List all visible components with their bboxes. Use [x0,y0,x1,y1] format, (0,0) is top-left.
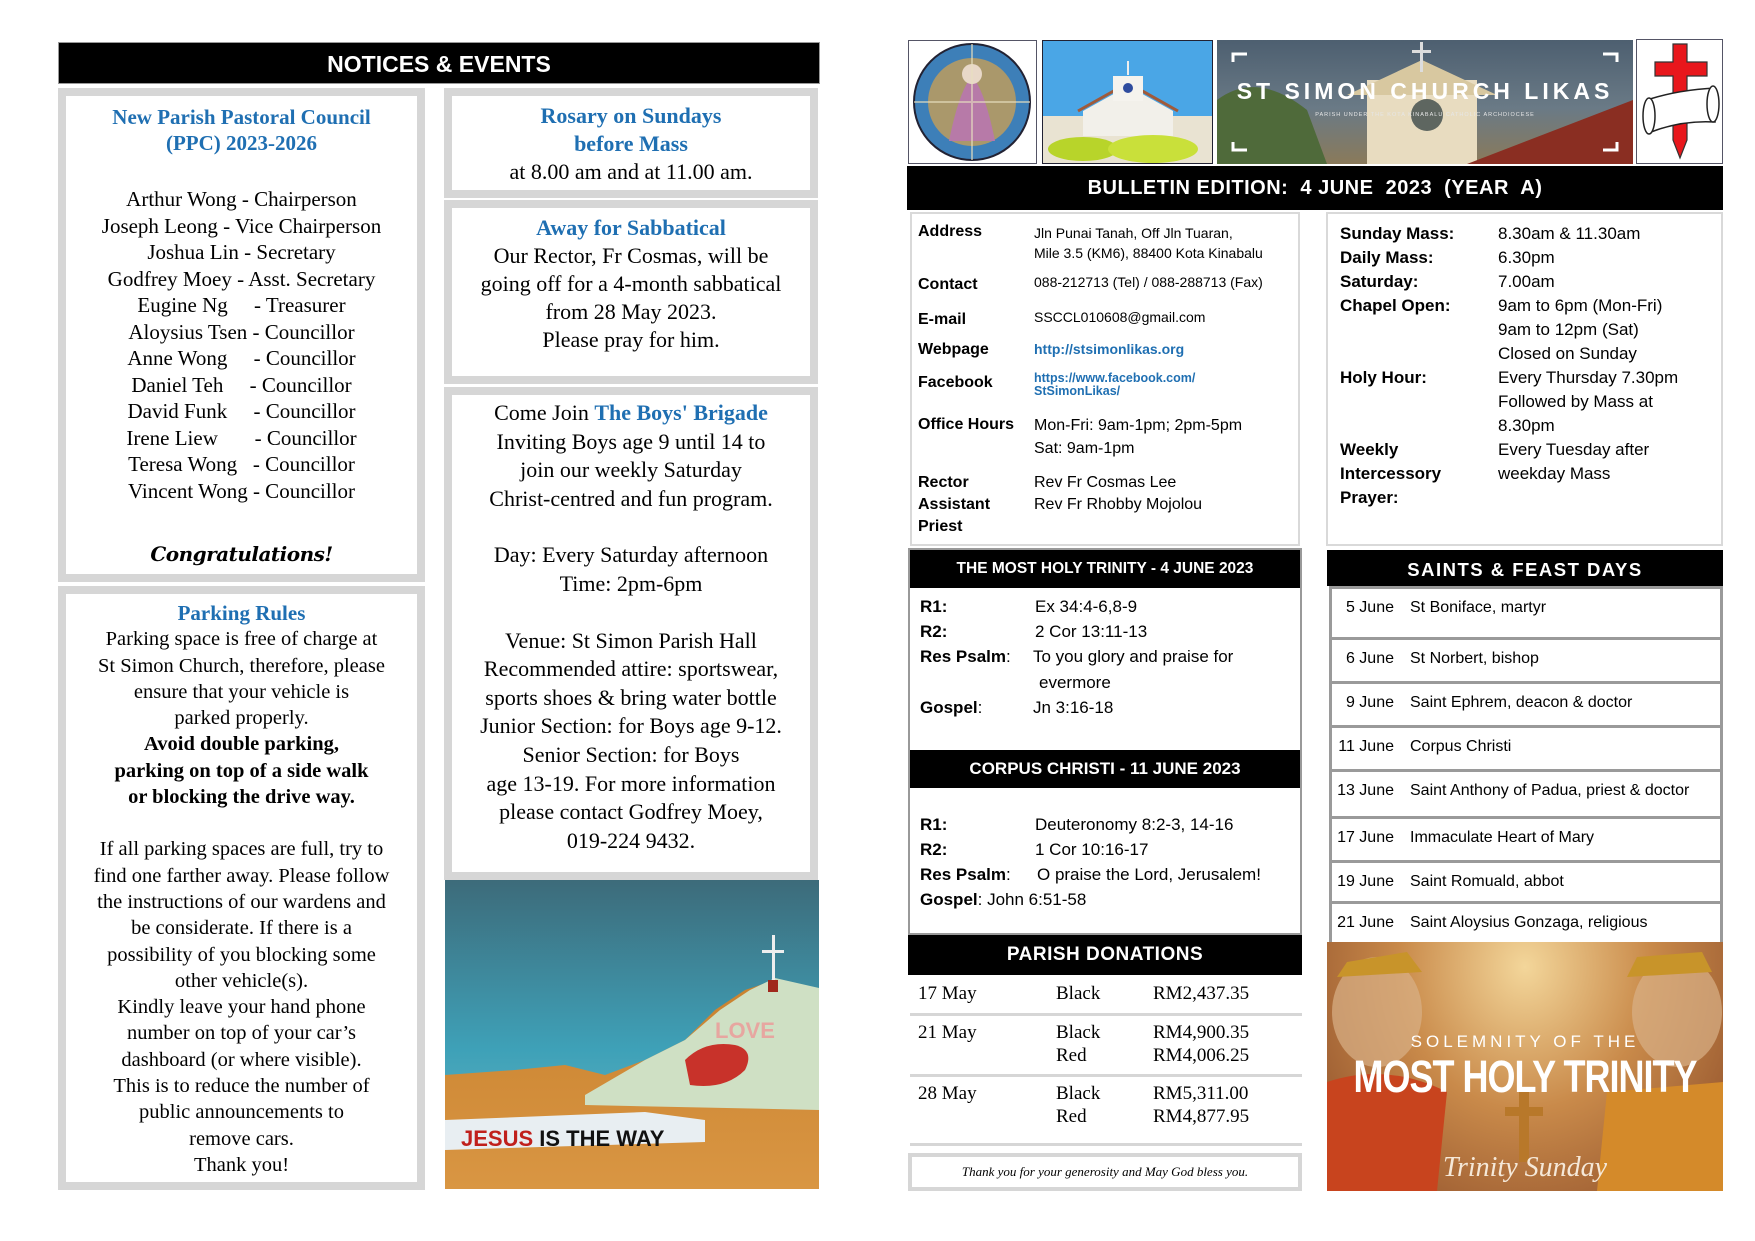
saint-row [1332,684,1720,728]
parking-warning-line: Avoid double parking, [143,733,339,756]
mass-time-values [1498,222,1640,246]
mass-time-row [1340,366,1721,438]
sabbatical-line: Our Rector, Fr Cosmas, will be [493,243,769,268]
parking-line: public announcements to [139,1101,344,1124]
mass-time-value: Every Thursday 7.30pm [1498,368,1679,387]
parking-line: possibility of you blocking some [107,943,376,966]
jesus-is-the-way-photo [445,880,819,1189]
trinity-image-script: Trinity Sunday [1442,1152,1608,1183]
donations-header: PARISH DONATIONS [908,935,1302,975]
webpage-label: Webpage [918,341,989,358]
mass-time-value: Followed by Mass at [1498,392,1653,411]
mass-time-value: Closed on Sunday [1498,344,1637,363]
mountain-illustration [445,880,819,1189]
ppc-member: Eugine Ng - Treasurer [137,293,346,317]
sabbatical-line: going off for a 4-month sabbatical [480,271,782,296]
mass-time-label: Sunday Mass: [1340,224,1455,243]
address-line2: Mile 3.5 (KM6), 88400 Kota Kinabalu [1034,245,1263,261]
saint-row [1332,640,1720,684]
trinity-r1: Ex 34:4-6,8-9 [1035,597,1138,616]
mass-time-value: 6.30pm [1498,248,1555,267]
brigade-lead: Come Join [494,400,595,425]
brigade-title: The Boys' Brigade [594,400,768,425]
facebook-link-line1[interactable]: https://www.facebook.com/ [1034,371,1196,385]
trinity-r2-label: R2: [920,622,948,641]
boys-brigade-notice [444,387,818,880]
mass-time-value: 8.30am & 11.30am [1498,224,1641,243]
rector-name: Rev Fr Cosmas Lee [1034,474,1177,491]
church-banner [1217,40,1633,164]
saint-date: 6 June [1345,650,1394,667]
saint-date: 5 June [1345,599,1394,616]
parking-line: find one farther away. Please follow [93,864,390,887]
donation-amount: RM5,311.00 [1153,1083,1249,1104]
parking-line: Kindly leave your hand phone [117,996,366,1019]
donation-date: 28 May [918,1083,977,1104]
mass-time-label: Weekly Intercessory Prayer: [1340,440,1442,507]
donation-type: Black [1056,983,1101,1004]
corpus-r1-label: R1: [920,815,948,834]
webpage-link[interactable]: http://stsimonlikas.org [1034,341,1185,357]
parking-line: remove cars. [189,1127,294,1150]
parking-line: parked properly. [174,707,309,730]
mass-time-label: Daily Mass: [1340,248,1434,267]
cross-scroll-logo-icon [1637,40,1722,163]
email-address: SSCCL010608@gmail.com [1034,309,1206,325]
donation-type: Black [1056,1022,1101,1043]
ppc-member: Daniel Teh - Councillor [131,372,352,397]
sabbatical-notice [444,200,818,384]
donation-amount: RM4,877.95 [1153,1106,1250,1127]
parking-line: This is to reduce the number of [113,1075,370,1098]
brigade-line: Senior Section: for Boys [522,741,740,767]
ppc-title-line2: (PPC) 2023-2026 [165,131,318,155]
trinity-image-line2: MOST HOLY TRINITY [1353,1050,1697,1102]
sabbatical-title: Away for Sabbatical [536,215,726,240]
parking-line: other vehicle(s). [174,969,309,992]
rosary-title-line1: Rosary on Sundays [540,103,722,128]
mass-time-values [1498,294,1662,366]
trinity-psalm-line2: evermore [1039,672,1111,692]
donation-row [910,977,1302,1016]
bulletin-edition-bar: BULLETIN EDITION: 4 JUNE 2023 (YEAR A) [907,166,1723,210]
parking-line: the instructions of our wardens and [97,890,386,913]
trinity-sunday-image [1327,942,1723,1191]
ppc-member: Anne Wong - Councillor [127,346,356,370]
saint-name: Corpus Christi [1410,738,1512,755]
mass-time-value: 8.30pm [1498,416,1555,435]
parish-contact-info [910,212,1300,546]
parking-line: St Simon Church, therefore, please [98,654,385,677]
banner-title: ST SIMON CHURCH LIKAS [1236,78,1614,104]
corpus-christi-header: CORPUS CHRISTI - 11 JUNE 2023 [910,750,1300,788]
brigade-details [452,627,810,856]
mass-time-row [1340,270,1721,294]
mass-time-values [1498,366,1678,438]
notices-header: NOTICES & EVENTS [58,42,820,84]
parking-line: ensure that your vehicle is [133,680,350,703]
saint-date: 9 June [1345,694,1394,711]
brigade-line: Christ-centred and fun program. [489,485,773,511]
ppc-member: Teresa Wong - Councillor [128,452,355,476]
corpus-r2-label: R2: [920,840,948,859]
mass-time-values [1498,438,1649,510]
mass-time-value: 9am to 6pm (Mon-Fri) [1498,296,1663,315]
mass-time-values [1498,246,1555,270]
trinity-psalm-line1: To you glory and praise for [1033,647,1234,666]
congratulations-text: Congratulations! [150,542,333,566]
trinity-gospel-label: Gospel [920,698,978,717]
brigade-line: 019-224 9432. [566,827,696,853]
saint-name: Saint Anthony of Padua, priest & doctor [1410,782,1690,799]
mass-time-value: 7.00am [1498,272,1555,291]
corpus-psalm: O praise the Lord, Jerusalem! [1037,865,1261,884]
ppc-notice [58,88,425,582]
readings-box [908,548,1302,935]
saint-name: Saint Aloysius Gonzaga, religious [1410,914,1648,931]
parking-line: number on top of your car’s [126,1022,357,1045]
mass-time-values [1498,270,1555,294]
mass-time-value: weekday Mass [1498,464,1611,483]
address-line1: Jln Punai Tanah, Off Jln Tuaran, [1034,225,1233,241]
love-word: LOVE [715,1018,775,1043]
corpus-r2: 1 Cor 10:16-17 [1035,840,1149,859]
trinity-readings [920,594,1295,720]
rosary-notice [444,88,818,198]
parking-line: If all parking spaces are full, try to [99,838,384,861]
mass-time-value: 9am to 12pm (Sat) [1498,320,1639,339]
contact-phone: 088-212713 (Tel) / 088-288713 (Fax) [1034,274,1263,290]
brigade-line: join our weekly Saturday [520,457,742,483]
mass-time-row [1340,294,1721,366]
donation-amount: RM4,900.35 [1153,1022,1250,1043]
ppc-member: Arthur Wong - Chairperson [126,187,357,211]
corpus-gospel-label: Gospel [920,890,978,909]
saint-row [1332,819,1720,863]
corpus-psalm-colon: : [1006,865,1011,884]
sabbatical-line: Please pray for him. [542,327,720,352]
corpus-r1: Deuteronomy 8:2-3, 14-16 [1035,815,1234,834]
trinity-header: THE MOST HOLY TRINITY - 4 JUNE 2023 [910,550,1300,588]
contact-label: Contact [918,276,978,293]
stained-glass-image [908,40,1037,164]
email-label: E-mail [918,311,967,328]
donation-date: 17 May [918,983,977,1004]
ppc-member: Aloysius Tsen - Councillor [128,319,355,344]
assistant-priest-label-1: Assistant [918,496,991,513]
donations-thank-you: Thank you for your generosity and May God bless you. [908,1153,1302,1191]
donation-amount: RM4,006.25 [1153,1045,1250,1066]
parking-line: Parking space is free of charge at [105,628,378,651]
brigade-line: Junior Section: for Boys age 9-12. [480,713,782,739]
rector-label: Rector [918,474,969,491]
saint-row [1332,772,1720,819]
donation-type: Red [1056,1106,1087,1127]
parking-warning-line: or blocking the drive way. [128,786,355,809]
ppc-title-line1: New Parish Pastoral Council [112,105,371,129]
parish-logo [1636,39,1723,164]
mass-time-label: Saturday: [1340,272,1419,291]
trinity-gospel: Jn 3:16-18 [1033,698,1114,717]
trinity-r1-label: R1: [920,597,948,616]
saint-name: St Norbert, bishop [1410,650,1539,667]
sabbatical-text [452,242,810,354]
mass-times [1326,212,1723,546]
brigade-schedule [452,541,810,598]
saint-row [1332,863,1720,904]
brigade-line: Day: Every Saturday afternoon [493,542,769,568]
saint-date: 21 June [1337,914,1394,931]
ppc-member-list [66,186,417,504]
mass-time-value: Every Tuesday after [1498,440,1650,459]
office-hours-weekday: Mon-Fri: 9am-1pm; 2pm-5pm [1034,417,1243,434]
parking-text-warning [66,731,417,810]
facebook-label: Facebook [918,374,993,391]
saint-date: 19 June [1337,873,1394,890]
brigade-line: Recommended attire: sportswear, [483,656,779,682]
brigade-line: Time: 2pm-6pm [559,570,703,596]
church-photo [1042,40,1213,164]
mass-time-label: Holy Hour: [1340,368,1427,387]
office-hours-label: Office Hours [918,416,1015,433]
trinity-psalm-label: Res Psalm [920,647,1006,666]
donations-table [910,977,1302,1149]
brigade-line: age 13-19. For more information [486,770,776,796]
donation-type: Black [1056,1083,1101,1104]
mass-time-row [1340,246,1721,270]
saint-name: St Boniface, martyr [1410,599,1547,616]
trinity-psalm-colon: : [1006,647,1011,666]
brigade-heading [452,399,810,428]
address-label: Address [918,223,983,240]
brigade-intro [452,428,810,514]
donation-date: 21 May [918,1022,977,1043]
corpus-christi-readings [920,812,1300,912]
trinity-image-line1: SOLEMNITY OF THE [1410,1032,1640,1051]
parking-text-intro [66,626,417,731]
saints-header: SAINTS & FEAST DAYS [1327,550,1723,586]
photo-caption: JESUS IS THE WAY [461,1126,665,1151]
parking-line: dashboard (or where visible). [121,1048,362,1071]
rosary-title-line2: before Mass [574,131,688,156]
office-hours-saturday: Sat: 9am-1pm [1034,440,1135,457]
saint-name: Saint Ephrem, deacon & doctor [1410,694,1633,711]
ppc-member: Godfrey Moey - Asst. Secretary [107,266,376,291]
brigade-line: Inviting Boys age 9 until 14 to [496,428,766,454]
trinity-r2: 2 Cor 13:11-13 [1035,622,1148,641]
parking-line: be considerate. If there is a [131,917,352,940]
mass-time-label: Chapel Open: [1340,296,1451,315]
saint-row [1332,589,1720,640]
saint-date: 17 June [1337,829,1394,846]
parking-title: Parking Rules [177,601,306,625]
donation-type: Red [1056,1045,1087,1066]
donation-row [910,1016,1302,1077]
brigade-line: Venue: St Simon Parish Hall [505,627,757,653]
mass-time-row [1340,222,1721,246]
mass-time-row [1340,438,1721,510]
donation-amount: RM2,437.35 [1153,983,1250,1004]
ppc-member: Joseph Leong - Vice Chairperson [101,213,382,238]
brigade-line: please contact Godfrey Moey, [499,799,763,825]
parking-text-details [66,836,417,1178]
assistant-priest-label-2: Priest [918,518,963,535]
ppc-title [66,104,417,156]
parking-warning-line: parking on top of a side walk [114,759,369,782]
saint-row [1332,728,1720,772]
banner-subtitle: PARISH UNDER THE KOTA KINABALU CATHOLIC ARCHDIOCESE [1315,112,1535,118]
sabbatical-line: from 28 May 2023. [545,299,717,324]
assistant-priest-name: Rev Fr Rhobby Mojolou [1034,496,1203,513]
donation-row [910,1077,1302,1146]
trinity-gospel-colon: : [977,698,983,717]
saints-table [1329,586,1723,942]
ppc-member: Irene Liew - Councillor [126,425,357,450]
ppc-member: Joshua Lin - Secretary [147,240,336,264]
facebook-link[interactable] [1034,372,1195,398]
ppc-member: David Funk - Councillor [127,399,356,423]
saint-name: Immaculate Heart of Mary [1410,829,1595,846]
corpus-psalm-label: Res Psalm [920,865,1006,884]
saint-row [1332,904,1720,945]
parking-rules-notice [58,586,425,1190]
saint-date: 11 June [1338,738,1394,755]
corpus-gospel: : John 6:51-58 [977,890,1087,909]
rosary-text: at 8.00 am and at 11.00 am. [509,159,753,184]
brigade-line: sports shoes & bring water bottle [485,684,777,710]
facebook-link-line2[interactable]: StSimonLikas/ [1034,384,1121,398]
saint-date: 13 June [1337,782,1394,799]
parking-line: Thank you! [193,1153,290,1176]
ppc-member: Vincent Wong - Councillor [127,478,356,503]
saint-name: Saint Romuald, abbot [1410,873,1564,890]
